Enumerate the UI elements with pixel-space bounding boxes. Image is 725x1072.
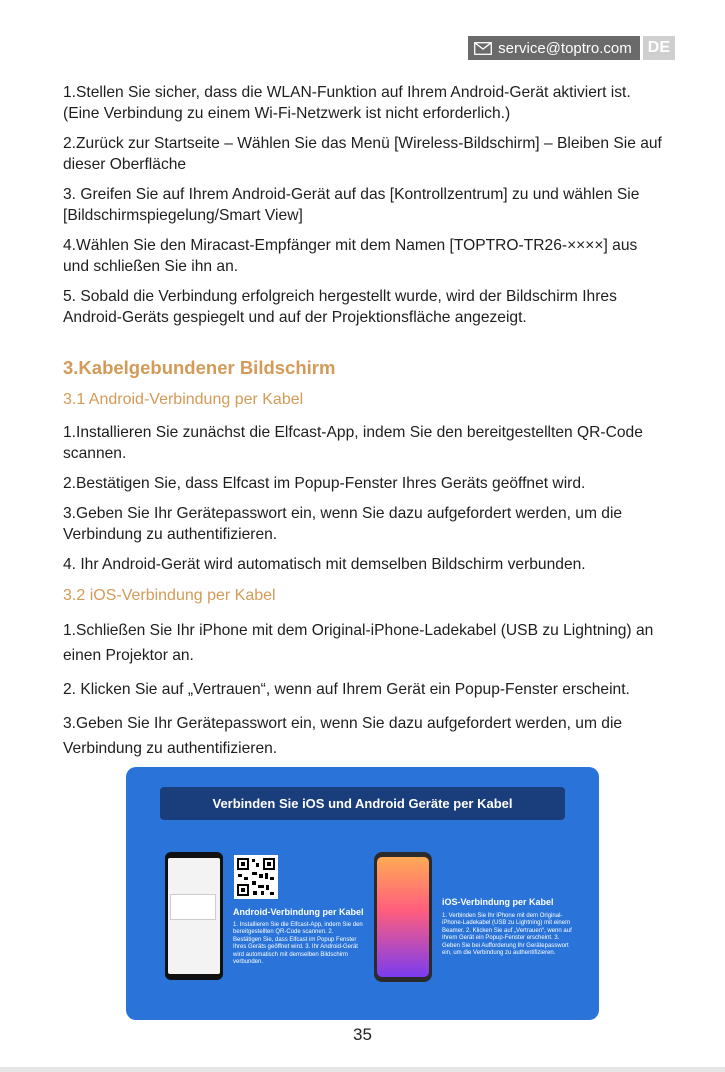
- section-title: 3.Kabelgebundener Bildschirm: [63, 357, 336, 378]
- step-top-1: 1.Stellen Sie sicher, dass die WLAN-Funktion auf Ihrem Android-Gerät aktiviert ist. (Eine Verbindung zu einem Wi-Fi-Netzwerk ist nicht erforderlich.): [63, 84, 631, 122]
- ios-column-text: 1. Verbinden Sie Ihr iPhone mit dem Original-iPhone-Ladekabel (USB zu Lightning) mit einem Beamer. 2. Klicken Sie auf „Vertrauen“, wenn auf Ihrem Gerät ein Popup-Fenster erscheint. 3. Geben Sie bei Aufforderung Ihr Gerätepasswort ein, um die Verbindung zu authentifizieren.: [442, 913, 572, 957]
- android-step-3: 3.Geben Sie Ihr Gerätepasswort ein, wenn Sie dazu aufgefordert werden, um die Verbindung zu authentifizieren.: [63, 505, 623, 543]
- step-top-5: 5. Sobald die Verbindung erfolgreich hergestellt wurde, wird der Bildschirm Ihres Android-Geräts gespiegelt und auf der Projektionsfläche angezeigt.: [63, 288, 617, 326]
- banner-title: Verbinden Sie iOS und Android Geräte per Kabel: [160, 787, 565, 820]
- android-step-2: 2.Bestätigen Sie, dass Elfcast im Popup-Fenster Ihres Geräts geöffnet wird.: [63, 475, 586, 492]
- popup-dialog-image: [170, 894, 216, 920]
- step-top-3: 3. Greifen Sie auf Ihrem Android-Gerät auf das [Kontrollzentrum] zu und wählen Sie [Bildschirmspiegelung/Smart View]: [63, 186, 640, 224]
- page-content: [63, 82, 663, 761]
- step-top-4: 4.Wählen Sie den Miracast-Empfänger mit dem Namen [TOPTRO-TR26-××××] aus und schließen Sie ihn an.: [63, 237, 638, 275]
- footer-rule: [0, 1067, 725, 1072]
- page-number: 35: [353, 1025, 372, 1044]
- subsection-android-title: 3.1 Android-Verbindung per Kabel: [63, 391, 304, 408]
- ios-step-3: 3.Geben Sie Ihr Gerätepasswort ein, wenn Sie dazu aufgefordert werden, um die Verbindung zu authentifizieren.: [63, 715, 623, 757]
- ios-step-1: 1.Schließen Sie Ihr iPhone mit dem Original-iPhone-Ladekabel (USB zu Lightning) an einen Projektor an.: [63, 622, 654, 664]
- subsection-ios-title: 3.2 iOS-Verbindung per Kabel: [63, 587, 276, 604]
- cable-connection-illustration: [126, 767, 599, 1020]
- language-badge: DE: [643, 36, 675, 60]
- envelope-icon: [474, 42, 492, 55]
- android-step-1: 1.Installieren Sie zunächst die Elfcast-App, indem Sie den bereitgestellten QR-Code scannen.: [63, 424, 643, 462]
- step-top-2: 2.Zurück zur Startseite – Wählen Sie das Menü [Wireless-Bildschirm] – Bleiben Sie auf dieser Oberfläche: [63, 135, 662, 173]
- android-column-title: Android-Verbindung per Kabel: [233, 907, 364, 917]
- android-column-text: 1. Installieren Sie die Elfcast-App, indem Sie den bereitgestellten QR-Code scannen. 2. Bestätigen Sie, dass Elfcast im Popup Fenster Ihres Geräts geöffnet wird. 3. Ihr Android-Gerät wird automatisch mit demselben Bildschirm verbunden.: [233, 922, 363, 966]
- android-step-4: 4. Ihr Android-Gerät wird automatisch mit demselben Bildschirm verbunden.: [63, 556, 586, 573]
- email-badge[interactable]: [468, 36, 640, 60]
- ios-step-2: 2. Klicken Sie auf „Vertrauen“, wenn auf Ihrem Gerät ein Popup-Fenster erscheint.: [63, 681, 630, 698]
- qr-code-icon: [234, 855, 278, 899]
- email-text: service@toptro.com: [498, 39, 632, 57]
- ios-column-title: iOS-Verbindung per Kabel: [442, 897, 554, 907]
- header-contact: [468, 36, 675, 60]
- android-phone-image: [165, 852, 223, 980]
- iphone-image: [374, 852, 432, 982]
